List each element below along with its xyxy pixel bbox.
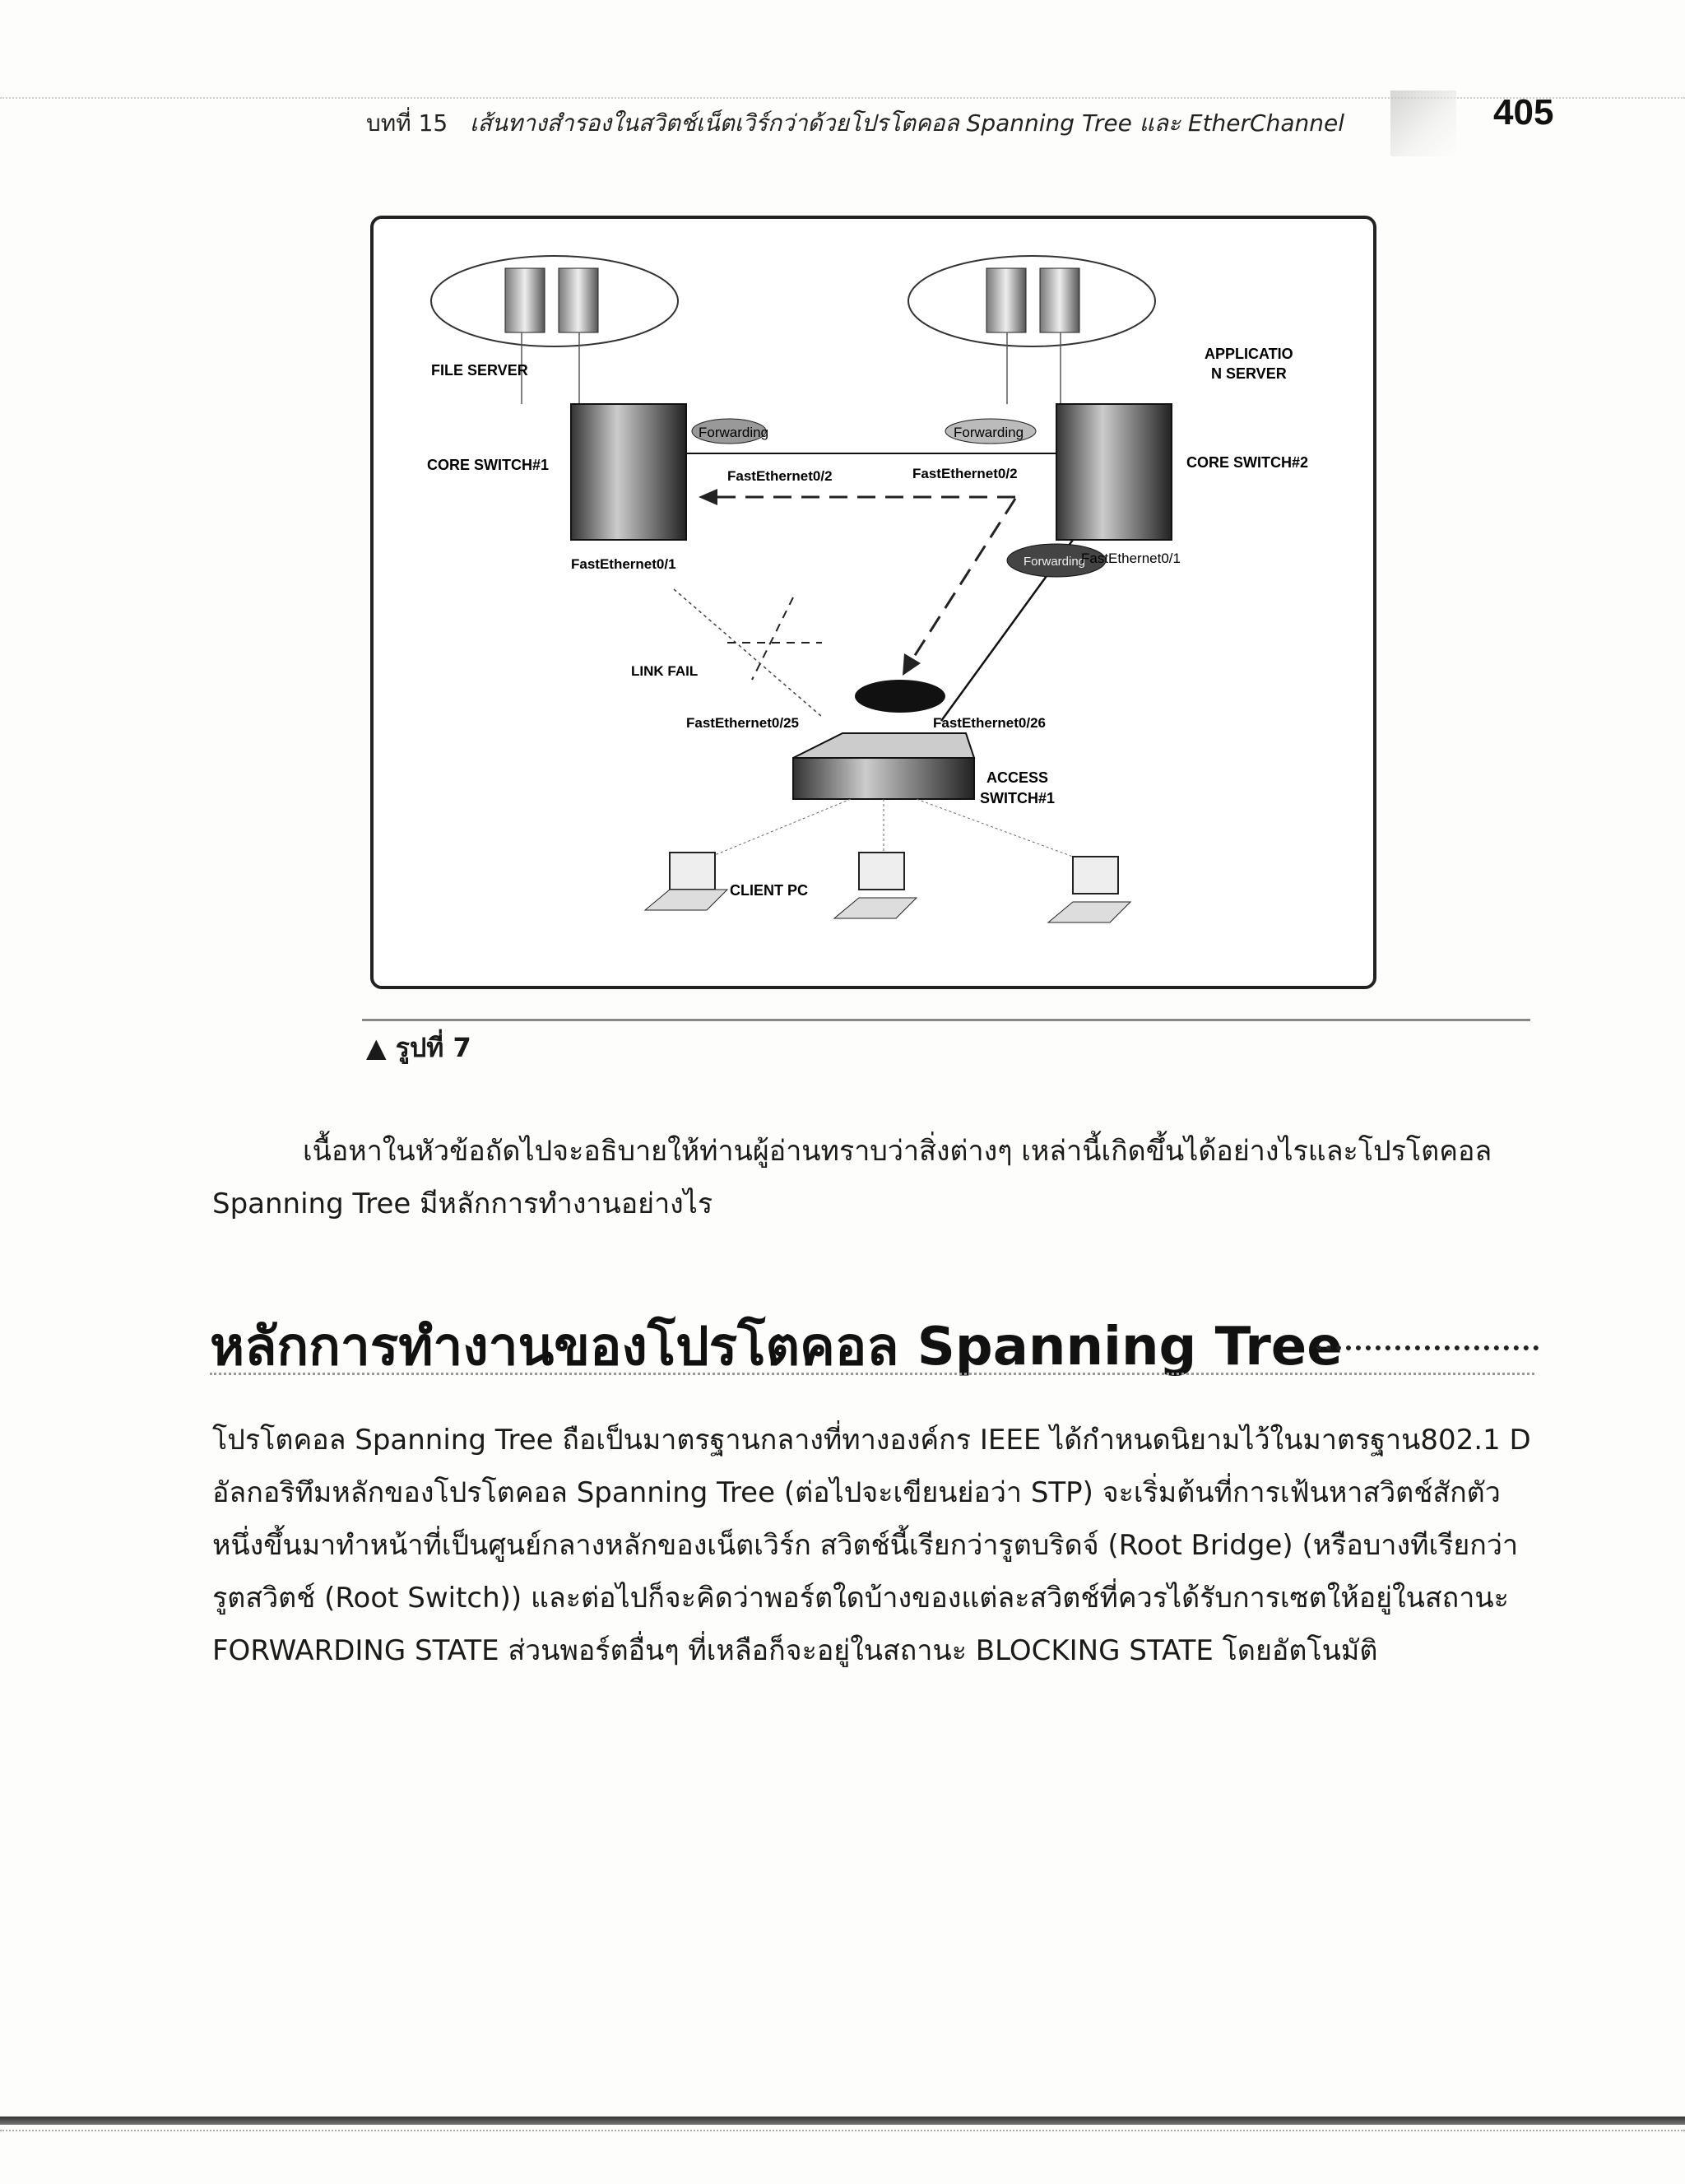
app-server-label-1: APPLICATIO bbox=[1205, 346, 1293, 362]
core-switch-1-label: CORE SWITCH#1 bbox=[427, 457, 550, 473]
network-diagram bbox=[374, 219, 1373, 986]
access-switch-label-1: ACCESS bbox=[986, 769, 1049, 786]
chapter-title: เส้นทางสำรองในสวิตช์เน็ตเวิร์กว่าด้วยโปรโตคอล Spanning Tree และ EtherChannel bbox=[470, 109, 1344, 137]
application-server-icon bbox=[986, 268, 1079, 332]
file-server-cluster-ring bbox=[431, 256, 678, 346]
client-pc-label: CLIENT PC bbox=[730, 882, 809, 899]
chapter-label: บทที่ 15 bbox=[366, 109, 448, 137]
failed-link bbox=[674, 589, 822, 717]
link-fail-mark-v bbox=[752, 597, 793, 680]
core-switch-1-icon bbox=[571, 404, 686, 540]
access-fa026-label: FastEthernet0/26 bbox=[933, 715, 1046, 731]
intro-paragraph: เนื้อหาในหัวข้อถัดไปจะอธิบายให้ท่านผู้อ่านทราบว่าสิ่งต่างๆ เหล่านี้เกิดขึ้นได้อย่างไรและโปรโตคอล Spanning Tree มีหลักการทำงานอย่างไร bbox=[212, 1135, 1492, 1220]
footer-rule bbox=[0, 2130, 1685, 2131]
client-pc-icon bbox=[645, 853, 727, 910]
page-number: 405 bbox=[1493, 92, 1554, 132]
core2-fa01-label: FastEthernet0/1 bbox=[1081, 551, 1181, 566]
heading-underline bbox=[210, 1373, 1534, 1375]
app-server-cluster-ring bbox=[908, 256, 1155, 346]
access-port-indicator bbox=[855, 680, 945, 713]
stp-paragraph: โปรโตคอล Spanning Tree ถือเป็นมาตรฐานกลางที่ทางองค์กร IEEE ได้กำหนดนิยามไว้ในมาตรฐาน802.1 D อัลกอริทึมหลักของโปรโตคอล Spanning Tree (ต่อไปจะเขียนย่อว่า STP) จะเริ่มต้นที่การเฟ้นหาสวิตช์สักตัวหนึ่งขึ้นมาทำหน้าที่เป็นศูนย์กลางหลักของเน็ตเวิร์ก สวิตช์นี้เรียกว่ารูตบริดจ์ (Root Bridge) (หรือบางทีเรียกว่ารูตสวิตช์ (Root Switch)) และต่อไปก็จะคิดว่าพอร์ตใดบ้างของแต่ละสวิตช์ที่ควรได้รับการเซตให้อยู่ในสถานะ FORWARDING STATE ส่วนพอร์ตอื่นๆ ที่เหลือก็จะอยู่ในสถานะ BLOCKING STATE โดยอัตโนมัติ bbox=[212, 1424, 1531, 1667]
file-server-label: FILE SERVER bbox=[431, 362, 528, 379]
scan-corner-mark bbox=[1390, 91, 1456, 156]
client-pc-icon bbox=[834, 853, 917, 918]
figure-caption: ▲ รูปที่ 7 bbox=[366, 1032, 471, 1063]
access-switch-label-2: SWITCH#1 bbox=[980, 790, 1056, 806]
core-switch-2-icon bbox=[1056, 404, 1172, 540]
access-fa025-label: FastEthernet0/25 bbox=[686, 715, 799, 731]
access-switch-icon bbox=[793, 733, 974, 799]
forwarding-label-2: Forwarding bbox=[954, 425, 1024, 440]
traffic-arrow-down bbox=[912, 499, 1015, 659]
app-server-label-2: N SERVER bbox=[1211, 365, 1287, 382]
heading-leader-dots bbox=[1316, 1345, 1539, 1350]
forwarding-label-1: Forwarding bbox=[699, 425, 769, 440]
core1-fa02-label: FastEthernet0/2 bbox=[727, 468, 833, 484]
network-diagram-frame bbox=[370, 216, 1376, 989]
forwarding-label-3: Forwarding bbox=[1024, 555, 1086, 569]
core1-fa01-label: FastEthernet0/1 bbox=[571, 556, 676, 572]
file-server-icon bbox=[505, 268, 598, 332]
core2-fa02-label: FastEthernet0/2 bbox=[912, 466, 1018, 481]
client-pc-icon bbox=[1048, 857, 1130, 922]
caption-rule bbox=[362, 1019, 1530, 1021]
link-fail-label: LINK FAIL bbox=[631, 663, 699, 679]
footer-band bbox=[0, 2117, 1685, 2125]
core-switch-2-label: CORE SWITCH#2 bbox=[1186, 454, 1309, 471]
section-heading: หลักการทำงานของโปรโตคอล Spanning Tree bbox=[210, 1317, 1343, 1378]
